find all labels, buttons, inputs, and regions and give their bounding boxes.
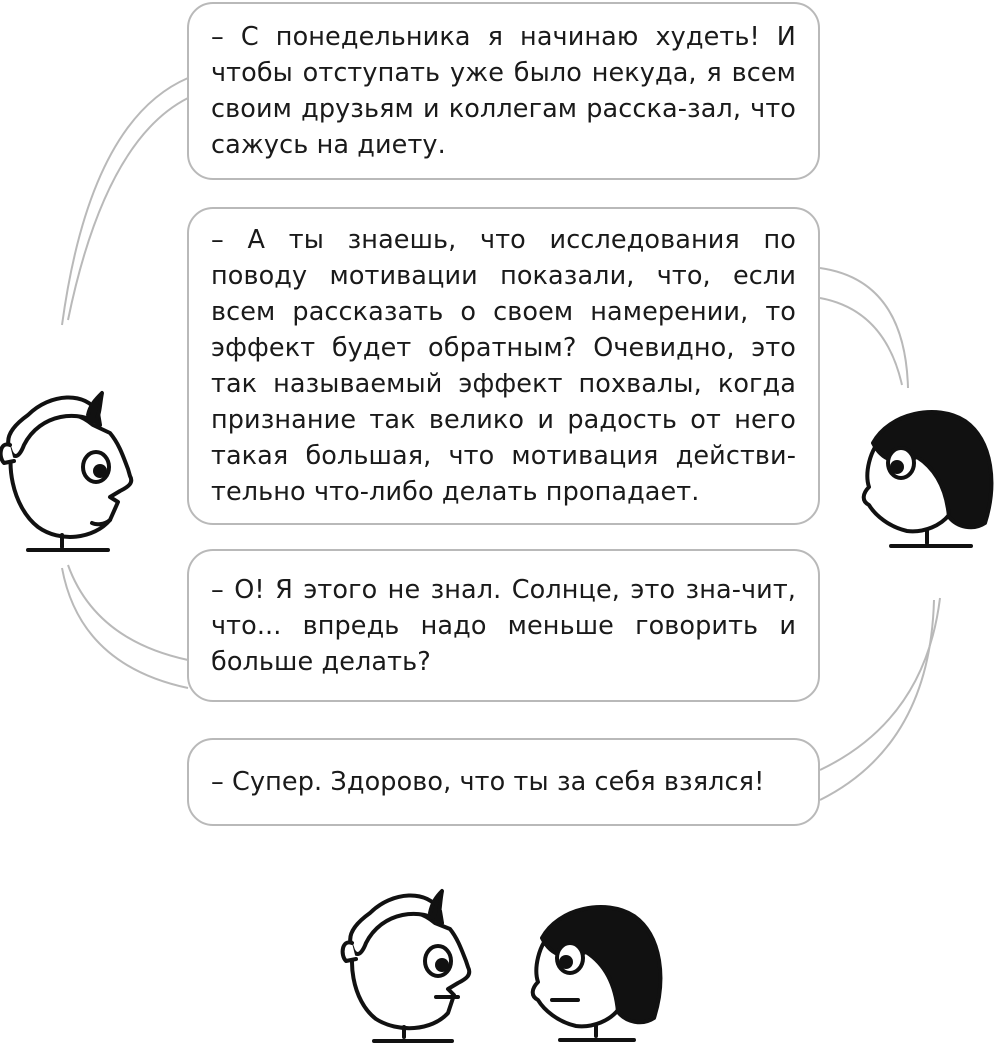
bubble-text: – А ты знаешь, что исследования по поводу мотивации показали, что, если всем рассказать о своем намерении, то эффект будет обратным? Очевидно, это так называемый эффект похвалы, когда признание так велико и радость от него такая большая, что мотивация действи-тельно что-либо делать пропадает. [211, 225, 796, 507]
boy-head-icon [340, 885, 490, 1050]
bubble-text: – С понедельника я начинаю худеть! И чтобы отступать уже было некуда, я всем своим друзьям и коллегам расска-зал, что сажусь на диету. [211, 22, 796, 160]
tail-bubble-4-inner [820, 600, 934, 800]
girl-head-icon [522, 900, 672, 1050]
girl-head-icon [853, 405, 1000, 555]
tail-bubble-3-inner [62, 568, 188, 688]
speech-bubble-girl-2 [187, 738, 820, 826]
speech-bubble-girl-1 [187, 207, 820, 525]
tail-bubble-3 [68, 565, 188, 660]
bubble-text: – Супер. Здорово, что ты за себя взялся! [211, 767, 765, 797]
boy-head-icon [0, 385, 150, 560]
tail-bubble-1 [62, 78, 188, 325]
speech-bubble-boy-2 [187, 549, 820, 702]
tail-bubble-4 [820, 598, 940, 770]
tail-bubble-1-inner [68, 98, 188, 320]
speech-bubble-boy-1 [187, 2, 820, 180]
bubble-text: – О! Я этого не знал. Солнце, это зна-чит, что... впредь надо меньше говорить и больше делать? [211, 574, 796, 677]
tail-bubble-2 [820, 268, 908, 388]
